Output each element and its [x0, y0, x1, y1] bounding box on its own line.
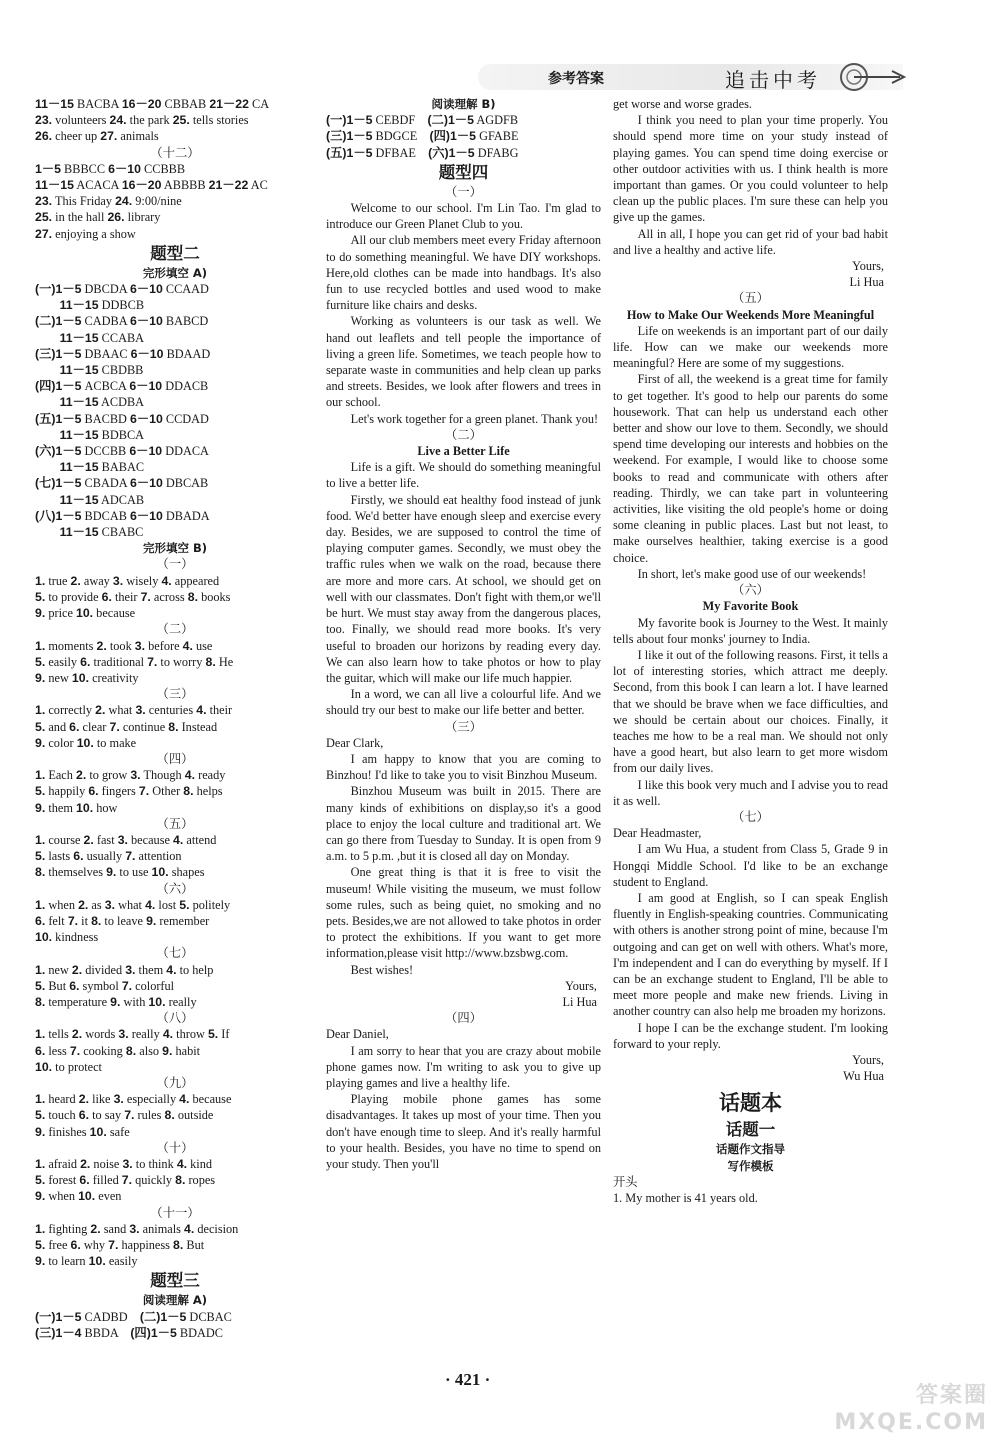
- answer-column-1: [35, 96, 315, 1341]
- subsection-number: （五）: [156, 816, 194, 831]
- text-line: get worse and worse grades.: [613, 97, 752, 111]
- watermark-url: MXQE.COM: [834, 1410, 988, 1435]
- subheading: 完形填空 B): [142, 541, 208, 556]
- subsection-number: （十）: [156, 1140, 194, 1155]
- subsection-number: （八）: [156, 1011, 194, 1026]
- answer-line: 23. This Friday 24. 9:00/nine: [35, 194, 182, 209]
- answer-line: (四)1－5 ACBCA 6－10 DDACB: [35, 379, 209, 394]
- answer-line: 9. when 10. even: [35, 1189, 122, 1204]
- subsection-number: （五）: [732, 291, 769, 306]
- answer-line: 1. when 2. as 3. what 4. lost 5. politely: [35, 897, 231, 912]
- paragraph: Binzhou Museum was built in 2015. There are many kinds of exhibitions on display,so it's a good place to enjoy the local culture and traditional art. We can go there from Tuesday to Sunday. It is open from 9 a.m. to 5 p.m. ,but it is closed all day on Monday.: [326, 784, 601, 864]
- answer-line: (三)1－5 BDGCE (四)1－5 GFABE: [326, 129, 519, 144]
- subsection-number: （四）: [156, 751, 194, 766]
- paragraph: My favorite book is Journey to the West. It mainly tells about four monks' journey to India.: [613, 615, 888, 646]
- text-line: Dear Headmaster,: [613, 826, 702, 841]
- answer-line: 6. less 7. cooking 8. also 9. habit: [35, 1043, 201, 1058]
- page-number: · 421 ·: [445, 1370, 491, 1389]
- signature-line: Wu Hua: [843, 1069, 884, 1084]
- text-line: 开头: [613, 1174, 638, 1189]
- answer-line: (三)1－4 BBDA (四)1－5 BDADC: [35, 1325, 223, 1340]
- subsection-number: （二）: [156, 622, 194, 637]
- paragraph: Working as volunteers is our task as well. We hand out leaflets and tell people the importance of living a green life. Sometimes, we teach people how to separate waste in communities and help clean up parks and streets. Besides, we look after flowers and trees in our school.: [326, 314, 601, 410]
- paragraph: All in all, I hope you can get rid of your bad habit and live a healthy and active life.: [613, 226, 888, 257]
- paragraph: Welcome to our school. I'm Lin Tao. I'm glad to introduce our Green Planet Club to you.: [326, 201, 601, 232]
- answer-line: (八)1－5 BDCAB 6－10 DBADA: [35, 508, 210, 523]
- paragraph: Best wishes!: [350, 962, 414, 977]
- answer-line: 1. true 2. away 3. wisely 4. appeared: [35, 573, 220, 588]
- subsection-number: （六）: [732, 583, 769, 598]
- subsection-number: （十一）: [150, 1205, 200, 1220]
- page-header: [470, 60, 930, 94]
- answer-line: 1. afraid 2. noise 3. to think 4. kind: [35, 1157, 213, 1171]
- subsection-number: （四）: [445, 1011, 482, 1026]
- answer-line: 1. Each 2. to grow 3. Though 4. ready: [35, 768, 226, 783]
- answer-line: (一)1－5 CEBDF (二)1－5 AGDFB: [326, 113, 519, 128]
- answer-line: 5. But 6. symbol 7. colorful: [35, 978, 175, 993]
- answer-line: 10. to protect: [35, 1059, 102, 1074]
- paragraph: All our club members meet every Friday afternoon to do something meaningful. We have DIY workshops. Here,old clothes can be made into handbags. It's also fun to use recycled bottles and used wood to make furniture like chairs and desks.: [326, 233, 601, 313]
- signature-line: Yours,: [852, 1052, 884, 1067]
- answer-line: 5. to provide 6. their 7. across 8. books: [35, 589, 231, 604]
- answer-line: (一)1－5 CADBD (二)1－5 DCBAC: [35, 1309, 232, 1324]
- paragraph: First of all, the weekend is a great time for family to get together. It's good to help our parents do some housework. That can help us understand each other better and show our love to them. Secondly, we should spend time developing our interests and hobbies on the weekend. For example, I would like to choose some books to read and communicate with others after reading. Thirdly, we can take part in volunteering activities, like visiting the old people's home or doing some cleaning in public places. Last but not least, to make ourselves healthier, taking exercise is a good choice.: [613, 372, 888, 565]
- subsection-number: （二）: [445, 427, 482, 442]
- answer-line: (三)1－5 DBAAC 6－10 BDAAD: [35, 346, 211, 361]
- essay-title: My Favorite Book: [702, 599, 799, 614]
- subsection-number: （一）: [156, 557, 194, 572]
- paragraph: In a word, we can all live a colourful life. And we should try our best to make our life better and better.: [326, 687, 601, 718]
- answer-line: 8. themselves 9. to use 10. shapes: [35, 865, 205, 880]
- answer-line: 27. enjoying a show: [35, 226, 136, 241]
- subsection-number: （七）: [732, 809, 769, 824]
- subsection-number: （三）: [445, 719, 482, 734]
- answer-line: 5. and 6. clear 7. continue 8. Instead: [35, 719, 218, 734]
- signature-line: Li Hua: [562, 994, 597, 1009]
- watermark-logo: 答案圈: [915, 1383, 988, 1408]
- answer-line: (二)1－5 CADBA 6－10 BABCD: [35, 314, 209, 329]
- answer-line: (一)1－5 DBCDA 6－10 CCAAD: [35, 282, 209, 297]
- paragraph: Life is a gift. We should do something meaningful to live a better life.: [326, 460, 601, 491]
- answer-line: (五)1－5 DFBAE (六)1－5 DFABG: [326, 145, 519, 160]
- answer-line: 1. heard 2. like 3. especially 4. because: [35, 1092, 232, 1107]
- signature-line: Li Hua: [849, 275, 884, 290]
- answer-line: 1. course 2. fast 3. because 4. attend: [35, 832, 217, 847]
- answer-line: 5. happily 6. fingers 7. Other 8. helps: [35, 784, 223, 799]
- answer-line: 9. finishes 10. safe: [35, 1124, 130, 1139]
- header-section-label: 参考答案: [548, 71, 604, 87]
- paragraph: I hope I can be the exchange student. I'm looking forward to your reply.: [613, 1020, 888, 1051]
- text-line: Dear Daniel,: [326, 1027, 389, 1042]
- answer-line: 5. free 6. why 7. happiness 8. But: [35, 1238, 205, 1253]
- subsection-number: （六）: [156, 881, 194, 896]
- essay-title: How to Make Our Weekends More Meaningful: [626, 307, 875, 322]
- answer-line: 1. tells 2. words 3. really 4. throw 5. If: [35, 1027, 230, 1042]
- signature-line: Yours,: [852, 259, 884, 274]
- subheading: 写作模板: [727, 1158, 774, 1173]
- subheading: 完形填空 A): [142, 265, 208, 280]
- answer-line: 1. correctly 2. what 3. centuries 4. their: [35, 703, 233, 718]
- answer-line: 6. felt 7. it 8. to leave 9. remember: [35, 913, 210, 928]
- signature-line: Yours,: [565, 978, 597, 993]
- paragraph: In short, let's make good use of our weekends!: [637, 566, 867, 581]
- answer-column-2: [326, 96, 601, 1172]
- target-arrow-icon: [830, 60, 910, 94]
- answer-line: 8. temperature 9. with 10. really: [35, 994, 197, 1009]
- answer-line: 5. touch 6. to say 7. rules 8. outside: [35, 1108, 214, 1123]
- answer-line: 1. new 2. divided 3. them 4. to help: [35, 962, 214, 977]
- paragraph: I am happy to know that you are coming to Binzhou! I'd like to take you to visit Binzhou Museum.: [326, 751, 601, 783]
- answer-line: 9. to learn 10. easily: [35, 1254, 138, 1269]
- answer-line: 9. color 10. to make: [35, 735, 137, 750]
- answer-line: 1. fighting 2. sand 3. animals 4. decision: [35, 1221, 239, 1236]
- answer-line: 11－15 ACDBA: [59, 395, 145, 410]
- paragraph: I am sorry to hear that you are crazy about mobile phone games now. I'm writing to ask you to give up playing games and live a healthy life.: [326, 1043, 601, 1090]
- answer-line: 11－15 BACBA 16－20 CBBAB 21－22 CA: [35, 97, 270, 111]
- subheading: 阅读理解 B): [431, 97, 496, 111]
- answer-line: 1. moments 2. took 3. before 4. use: [35, 638, 213, 653]
- answer-line: 5. easily 6. traditional 7. to worry 8. He: [35, 654, 234, 669]
- paragraph: Playing mobile phone games has some disadvantages. It takes up most of your time. Then you don't have enough time to sleep. And it's really harmful to your health. Besides, you have no time to spend on your study. Then you'll: [326, 1092, 601, 1171]
- answer-line: 11－15 ACACA 16－20 ABBBB 21－22 AC: [35, 178, 268, 193]
- answer-line: (六)1－5 DCCBB 6－10 DDACA: [35, 444, 209, 459]
- text-line: Dear Clark,: [326, 735, 384, 750]
- answer-line: 26. cheer up 27. animals: [35, 129, 159, 144]
- answer-line: 9. price 10. because: [35, 606, 136, 621]
- answer-line: 11－15 DDBCB: [59, 298, 145, 313]
- answer-line: 11－15 CBDBB: [59, 363, 144, 378]
- answer-line: (五)1－5 BACBD 6－10 CCDAD: [35, 411, 209, 426]
- answer-line: 9. new 10. creativity: [35, 670, 139, 685]
- subsection-number: （九）: [156, 1075, 194, 1090]
- subsection-number: （三）: [156, 687, 194, 702]
- section-heading: 题型四: [438, 162, 489, 182]
- answer-line: 5. lasts 6. usually 7. attention: [35, 849, 182, 864]
- paragraph: I think you need to plan your time properly. You should spend more time on your study instead of playing games. You can spend time doing exercise or other outdoor activities with us. I think health is more important than games. Or you could volunteer to help clean up the public places. I'm sure these can help you give up the games.: [613, 113, 888, 225]
- topic-book-heading: 话题本: [719, 1091, 782, 1116]
- paragraph: I am good at English, so I can speak English fluently in English-speaking countries. Communicating with others is another strong point of mine, because I'm outgoing and can get on well with others. What's more, I'm independent and I can do everything by myself. If I can be an exchange student to England, I'll be able to meet more people and make new friends. Living in another country can also help me broaden my horizons.: [613, 890, 888, 1019]
- answer-line: (七)1－5 CBADA 6－10 DBCAB: [35, 476, 209, 491]
- answer-line: 10. kindness: [35, 930, 99, 945]
- text-line: 1. My mother is 41 years old.: [613, 1191, 758, 1205]
- answer-line: 5. forest 6. filled 7. quickly 8. ropes: [35, 1173, 216, 1188]
- answer-line: 11－15 BABAC: [59, 460, 145, 475]
- paragraph: Life on weekends is an important part of our daily life. How can we make our weekends more meaningful? Here are some of my suggestions.: [613, 323, 888, 371]
- answer-line: 11－15 ADCAB: [59, 492, 145, 507]
- paragraph: Let's work together for a green planet. Thank you!: [350, 411, 599, 426]
- paragraph: One great thing is that it is free to visit the museum! While visiting the museum, we must follow some rules, such as being quiet, no smoking and no pets. Besides,we are not allowed to take photos in order to protect the exhibitions. If you want to get more information,please visit http://www.bzsbwg.com.: [326, 865, 601, 961]
- subheading: 阅读理解 A): [142, 1293, 208, 1308]
- section-heading: 题型二: [150, 243, 200, 263]
- subheading: 话题作文指导: [716, 1142, 785, 1157]
- subsection-number: （七）: [156, 946, 194, 961]
- answer-line: 11－15 CBABC: [59, 525, 144, 540]
- answer-line: 23. volunteers 24. the park 25. tells stories: [35, 113, 249, 128]
- answer-line: 11－15 BDBCA: [59, 427, 145, 442]
- answer-line: 9. them 10. how: [35, 800, 118, 815]
- header-book-title: 追击中考: [725, 68, 821, 92]
- essay-title: Live a Better Life: [417, 444, 510, 459]
- answer-line: 25. in the hall 26. library: [35, 210, 161, 225]
- answer-line: 11－15 CCABA: [59, 330, 145, 345]
- answer-line: 1－5 BBBCC 6－10 CCBBB: [35, 161, 186, 176]
- paragraph: Firstly, we should eat healthy food instead of junk food. We'd better have enough sleep and exercise every day. Besides, we are supposed to control the time of playing computer games. Secondly, we must obey the traffic rules when we walk on the road, because there are more and more cars. At school, we should get on well with our classmates. Don't fight with them,or we'll be hurt. We must stay away from the dangerous places, too. Finally, we should read more books. It's very useful to broaden our horizons by reading every day. We can also learn how to take photos or how to play the guitar, which will make our life much happier.: [326, 492, 601, 685]
- subsection-number: （一）: [445, 184, 482, 199]
- section-heading: 话题一: [725, 1120, 776, 1140]
- paragraph: I am Wu Hua, a student from Class 5, Grade 9 in Hongqi Middle School. I'd like to be an exchange student to England.: [613, 842, 888, 889]
- answer-column-3: [613, 96, 888, 1206]
- paragraph: I like this book very much and I advise you to read it as well.: [613, 777, 888, 808]
- section-heading: 题型三: [150, 1271, 200, 1291]
- subsection-number: （十二）: [150, 145, 200, 160]
- paragraph: I like it out of the following reasons. First, it tells a lot of interesting stories, which attract me deeply. Second, from this book I can learn a lot. I have learned that we should be brave when we face difficulties, and we should be certain about our choices. Finally, it teaches me how to be a real man. We should not only have a good heart, but also learn to get more wisdom from our daily lives.: [613, 647, 888, 776]
